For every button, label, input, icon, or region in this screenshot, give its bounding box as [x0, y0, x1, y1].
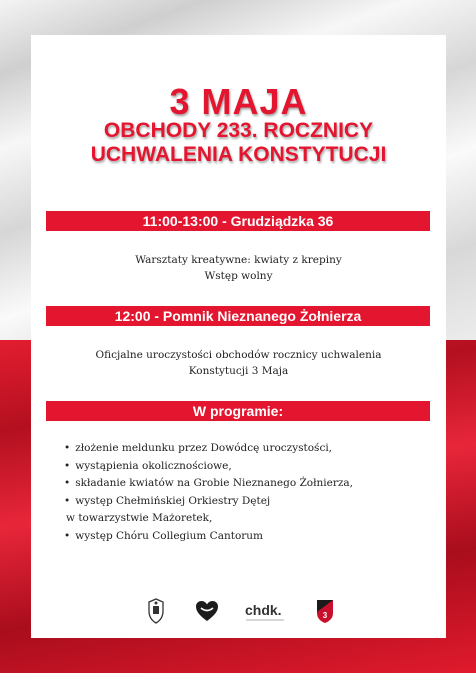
chdk-logo [243, 598, 289, 624]
anniversary-badge-icon [315, 598, 335, 624]
badge-number: 3 [322, 611, 328, 620]
event1-description [31, 252, 446, 284]
poster-subtitle [31, 119, 446, 167]
program-header: W programie: [46, 401, 430, 421]
subtitle-line-1: OBCHODY 233. ROCZNICY [103, 119, 374, 142]
program-item: • składanie kwiatów na Grobie Nieznanego Żołnierza, [64, 475, 434, 493]
program-item: • wystąpienia okolicznościowe, [64, 458, 434, 476]
program-item: • występ Chóru Collegium Cantorum [64, 528, 434, 546]
program-list [64, 440, 434, 545]
subtitle-line-2: UCHWALENIA KONSTYTUCJI [90, 143, 387, 166]
chdk-logo-text: chdk. [245, 602, 282, 618]
heart-logo-icon [194, 598, 220, 624]
event1-line-2: Wstęp wolny [204, 270, 273, 282]
event1-line-1: Warsztaty kreatywne: kwiaty z krepiny [135, 254, 342, 266]
program-item: • złożenie meldunku przez Dowódcę uroczystości, [64, 440, 434, 458]
poster-card [31, 35, 446, 638]
event2-line-1: Oficjalne uroczystości obchodów rocznicy uchwalenia [95, 349, 382, 361]
program-item-continuation: w towarzystwie Mażoretek, [66, 512, 213, 524]
sponsor-logos [31, 598, 446, 624]
event2-description [31, 347, 446, 379]
event2-header: 12:00 - Pomnik Nieznanego Żołnierza [46, 306, 430, 326]
program-item: • występ Chełmińskiej Orkiestry Dętej [64, 493, 434, 511]
poster-title: 3 MAJA [169, 81, 308, 122]
city-coat-of-arms-icon [146, 598, 166, 624]
event1-header: 11:00-13:00 - Grudziądzka 36 [46, 211, 430, 231]
event2-line-2: Konstytucji 3 Maja [188, 365, 289, 377]
